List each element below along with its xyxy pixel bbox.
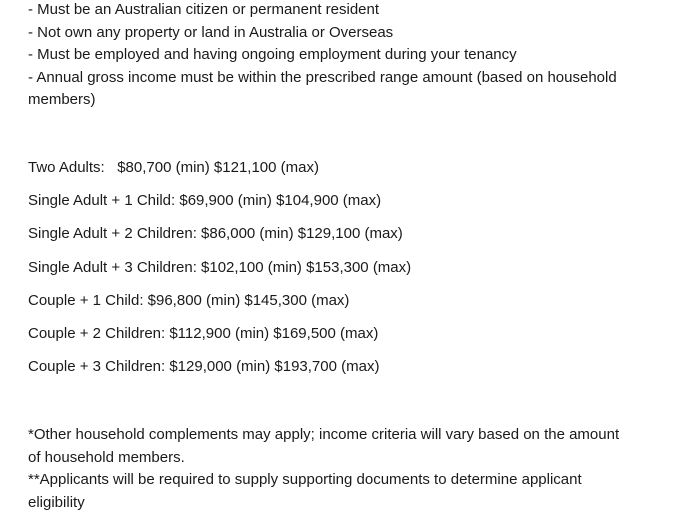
requirement-item: - Must be an Australian citizen or permanent resident: [28, 1, 380, 18]
footnote-household: *Other household complements may apply; income criteria will vary based on the amount of household members.: [28, 426, 620, 466]
income-range-item: Couple + 2 Children: $112,900 (min) $169,500 (max): [28, 324, 379, 342]
footnotes: [28, 424, 628, 514]
income-range-item: Couple + 1 Child: $96,800 (min) $145,300 (max): [28, 291, 350, 309]
requirement-item: - Must be employed and having ongoing employment during your tenancy: [28, 46, 517, 63]
requirement-item: - Not own any property or land in Australia or Overseas: [28, 23, 394, 41]
requirement-item: - Annual gross income must be within the prescribed range amount (based on household members): [28, 68, 617, 108]
income-range-item: Two Adults: $80,700 (min) $121,100 (max): [28, 159, 319, 176]
income-range-item: Single Adult + 3 Children: $102,100 (min) $153,300 (max): [28, 258, 412, 276]
eligibility-content: [28, 0, 628, 511]
footnote-documents: **Applicants will be required to supply supporting documents to determine applicant eligibility: [28, 471, 582, 511]
income-range-item: Couple + 3 Children: $129,000 (min) $193,700 (max): [28, 358, 380, 376]
income-range-item: Single Adult + 2 Children: $86,000 (min) $129,100 (max): [28, 225, 403, 243]
requirements-list: [28, 0, 628, 112]
income-range-item: Single Adult + 1 Child: $69,900 (min) $104,900 (max): [28, 192, 382, 210]
income-range-list: [28, 157, 411, 389]
